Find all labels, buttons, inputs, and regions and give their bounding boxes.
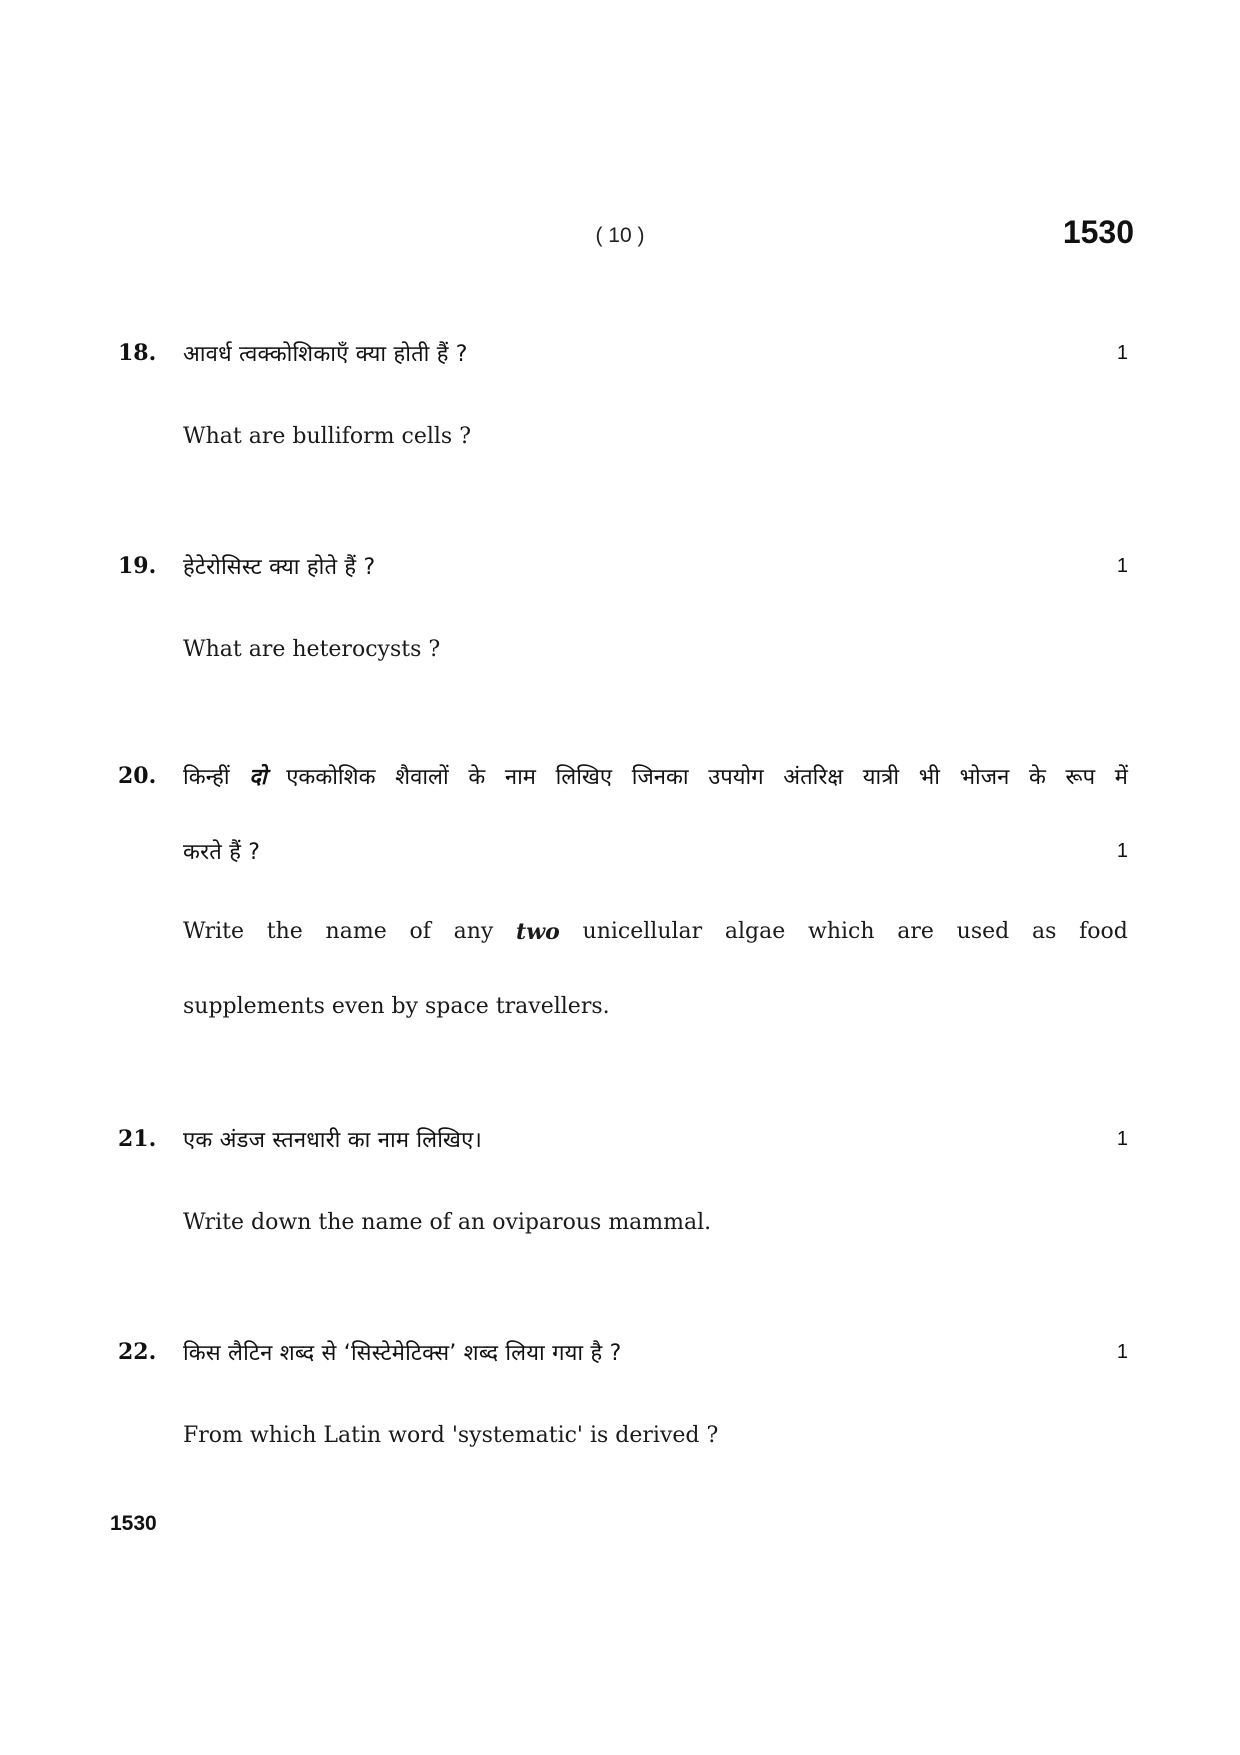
question-number: 20.	[118, 763, 157, 789]
hindi-word: यात्री	[862, 765, 900, 790]
english-word: algae	[724, 919, 786, 944]
paper-code-footer: 1530	[110, 1512, 157, 1535]
question-text-hindi: एक अंडज स्तनधारी का नाम लिखिए।	[183, 1128, 483, 1153]
question-text-hindi: आवर्ध त्वक्कोशिकाएँ क्या होती हैं ?	[183, 342, 468, 367]
hindi-word: नाम	[504, 765, 536, 790]
hindi-word: भोजन	[959, 765, 1010, 790]
english-word: food	[1079, 919, 1128, 944]
question-text-hindi-line-2: करते हैं ?	[183, 840, 261, 865]
question-text-hindi: किस लैटिन शब्द से ‘सिस्टेमेटिक्स’ शब्द लिया गया है ?	[183, 1341, 622, 1366]
hindi-word: रूप	[1065, 765, 1096, 790]
hindi-word: भी	[918, 765, 940, 790]
hindi-word: लिखिए	[555, 765, 613, 790]
english-word: as	[1031, 919, 1057, 944]
question-marks: 1	[1116, 342, 1128, 364]
question-text-hindi-line-1	[183, 761, 1128, 791]
english-word: used	[956, 919, 1010, 944]
hindi-word: उपयोग	[708, 765, 764, 790]
paper-code-header: 1530	[1062, 214, 1134, 250]
hindi-word: में	[1114, 765, 1128, 790]
hindi-word: जिनका	[631, 765, 689, 790]
hindi-word-emphasis: दो	[249, 765, 267, 790]
question-marks: 1	[1116, 1341, 1128, 1363]
question-text-english: From which Latin word 'systematic' is derived ?	[183, 1423, 719, 1448]
hindi-word: किन्हीं	[183, 765, 230, 790]
question-text-english: Write down the name of an oviparous mammal.	[183, 1210, 712, 1235]
question-text-english-line-1	[183, 919, 1128, 945]
question-number: 18.	[118, 340, 157, 366]
english-word: are	[897, 919, 934, 944]
question-marks: 1	[1116, 840, 1128, 862]
question-text-english: What are heterocysts ?	[183, 637, 441, 662]
question-number: 19.	[118, 553, 157, 579]
hindi-word: शैवालों	[395, 765, 449, 790]
question-text-hindi: हेटेरोसिस्ट क्या होते हैं ?	[183, 555, 376, 580]
english-word: name	[325, 919, 387, 944]
page-number: ( 10 )	[595, 224, 645, 247]
question-text-english: What are bulliform cells ?	[183, 424, 471, 449]
english-word: which	[808, 919, 875, 944]
english-word: the	[266, 919, 303, 944]
english-word: any	[453, 919, 494, 944]
hindi-word: अंतरिक्ष	[783, 765, 844, 790]
english-word: Write	[183, 919, 245, 944]
question-marks: 1	[1116, 555, 1128, 577]
hindi-word: के	[468, 765, 486, 790]
question-number: 22.	[118, 1339, 157, 1365]
english-word-emphasis: two	[516, 919, 560, 945]
english-word: of	[409, 919, 431, 944]
hindi-word: के	[1028, 765, 1046, 790]
question-text-english-line-2: supplements even by space travellers.	[183, 994, 610, 1019]
question-marks: 1	[1116, 1128, 1128, 1150]
english-word: unicellular	[582, 919, 703, 944]
question-number: 21.	[118, 1126, 157, 1152]
hindi-word: एककोशिक	[286, 765, 376, 790]
